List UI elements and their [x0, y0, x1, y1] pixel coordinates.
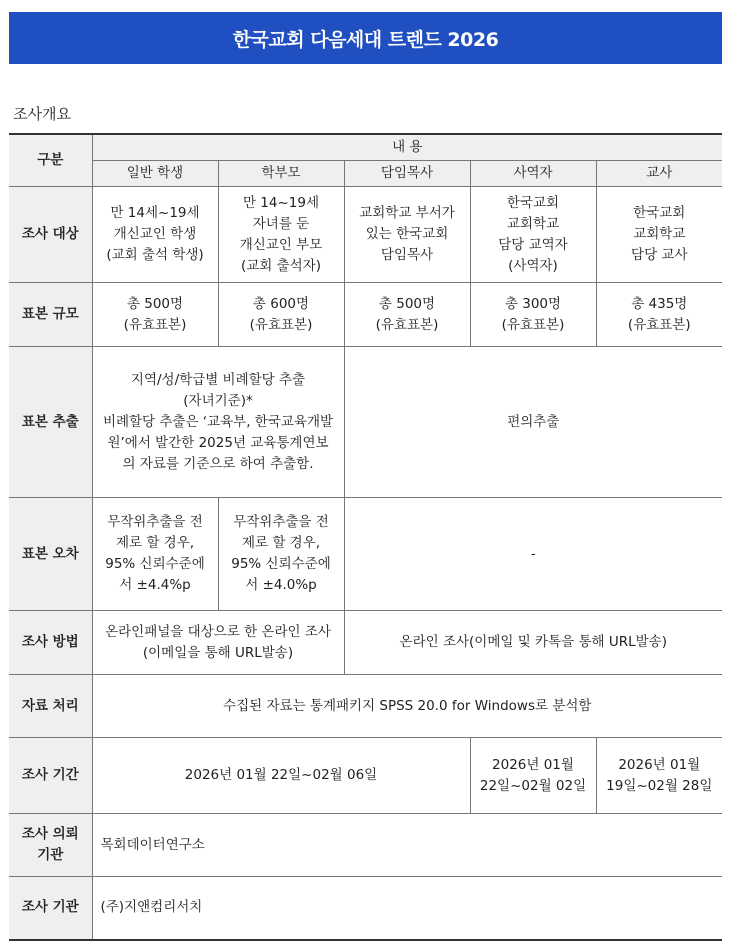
- row-label-processing: 자료 처리: [9, 675, 92, 738]
- cell-target-students: 만 14세~19세 개신교인 학생 (교회 출석 학생): [92, 187, 218, 283]
- report-title: 한국교회 다음세대 트렌드 2026: [232, 28, 499, 51]
- cell-size-pastors: 총 500명 (유효표본): [344, 283, 470, 347]
- cell-size-students: 총 500명 (유효표본): [92, 283, 218, 347]
- cell-sampling-students-parents: 지역/성/학급별 비례할당 추출 (자녀기준)* 비례할당 추출은 ‘교육부, 한국교육개발 원’에서 발간한 2025년 교육통계연보 의 자료를 기준으로 하여 추출함.: [92, 347, 344, 498]
- cell-requester: 목회데이터연구소: [92, 814, 722, 877]
- cell-agency: (주)지앤컴리서치: [92, 877, 722, 940]
- row-target: [9, 187, 722, 283]
- row-requester: [9, 814, 722, 877]
- row-period: [9, 738, 722, 814]
- cell-size-parents: 총 600명 (유효표본): [218, 283, 344, 347]
- row-label-method: 조사 방법: [9, 611, 92, 675]
- cell-period-teachers: 2026년 01월 19일~02월 28일: [596, 738, 722, 814]
- report-title-banner: [9, 12, 722, 64]
- header-col-pastors: 담임목사: [344, 161, 470, 187]
- header-category: 구분: [9, 134, 92, 187]
- cell-period-main: 2026년 01월 22일~02월 06일: [92, 738, 470, 814]
- row-sampling: [9, 347, 722, 498]
- row-agency: [9, 877, 722, 940]
- header-row-2: [9, 161, 722, 187]
- row-error: [9, 498, 722, 611]
- header-content: 내 용: [92, 134, 722, 161]
- row-label-target: 조사 대상: [9, 187, 92, 283]
- row-processing: [9, 675, 722, 738]
- cell-target-parents: 만 14~19세 자녀를 둔 개신교인 부모 (교회 출석자): [218, 187, 344, 283]
- cell-processing: 수집된 자료는 통계패키지 SPSS 20.0 for Windows로 분석함: [92, 675, 722, 738]
- survey-overview-table: [9, 133, 722, 941]
- cell-error-others: -: [344, 498, 722, 611]
- cell-size-teachers: 총 435명 (유효표본): [596, 283, 722, 347]
- cell-sampling-others: 편의추출: [344, 347, 722, 498]
- cell-size-ministers: 총 300명 (유효표본): [470, 283, 596, 347]
- row-label-sample-size: 표본 규모: [9, 283, 92, 347]
- row-label-error: 표본 오차: [9, 498, 92, 611]
- cell-error-students: 무작위추출을 전 제로 할 경우, 95% 신뢰수준에 서 ±4.4%p: [92, 498, 218, 611]
- cell-method-students-parents: 온라인패널을 대상으로 한 온라인 조사 (이메일을 통해 URL발송): [92, 611, 344, 675]
- row-method: [9, 611, 722, 675]
- header-row-1: [9, 134, 722, 161]
- header-col-teachers: 교사: [596, 161, 722, 187]
- cell-method-others: 온라인 조사(이메일 및 카톡을 통해 URL발송): [344, 611, 722, 675]
- row-label-sampling: 표본 추출: [9, 347, 92, 498]
- header-col-students: 일반 학생: [92, 161, 218, 187]
- cell-period-ministers: 2026년 01월 22일~02월 02일: [470, 738, 596, 814]
- cell-error-parents: 무작위추출을 전 제로 할 경우, 95% 신뢰수준에 서 ±4.0%p: [218, 498, 344, 611]
- row-label-agency: 조사 기관: [9, 877, 92, 940]
- cell-target-teachers: 한국교회 교회학교 담당 교사: [596, 187, 722, 283]
- header-col-ministers: 사역자: [470, 161, 596, 187]
- row-label-period: 조사 기간: [9, 738, 92, 814]
- cell-target-ministers: 한국교회 교회학교 담당 교역자 (사역자): [470, 187, 596, 283]
- section-title: 조사개요: [13, 105, 71, 123]
- header-col-parents: 학부모: [218, 161, 344, 187]
- row-sample-size: [9, 283, 722, 347]
- cell-target-pastors: 교회학교 부서가 있는 한국교회 담임목사: [344, 187, 470, 283]
- row-label-requester: 조사 의뢰 기관: [9, 814, 92, 877]
